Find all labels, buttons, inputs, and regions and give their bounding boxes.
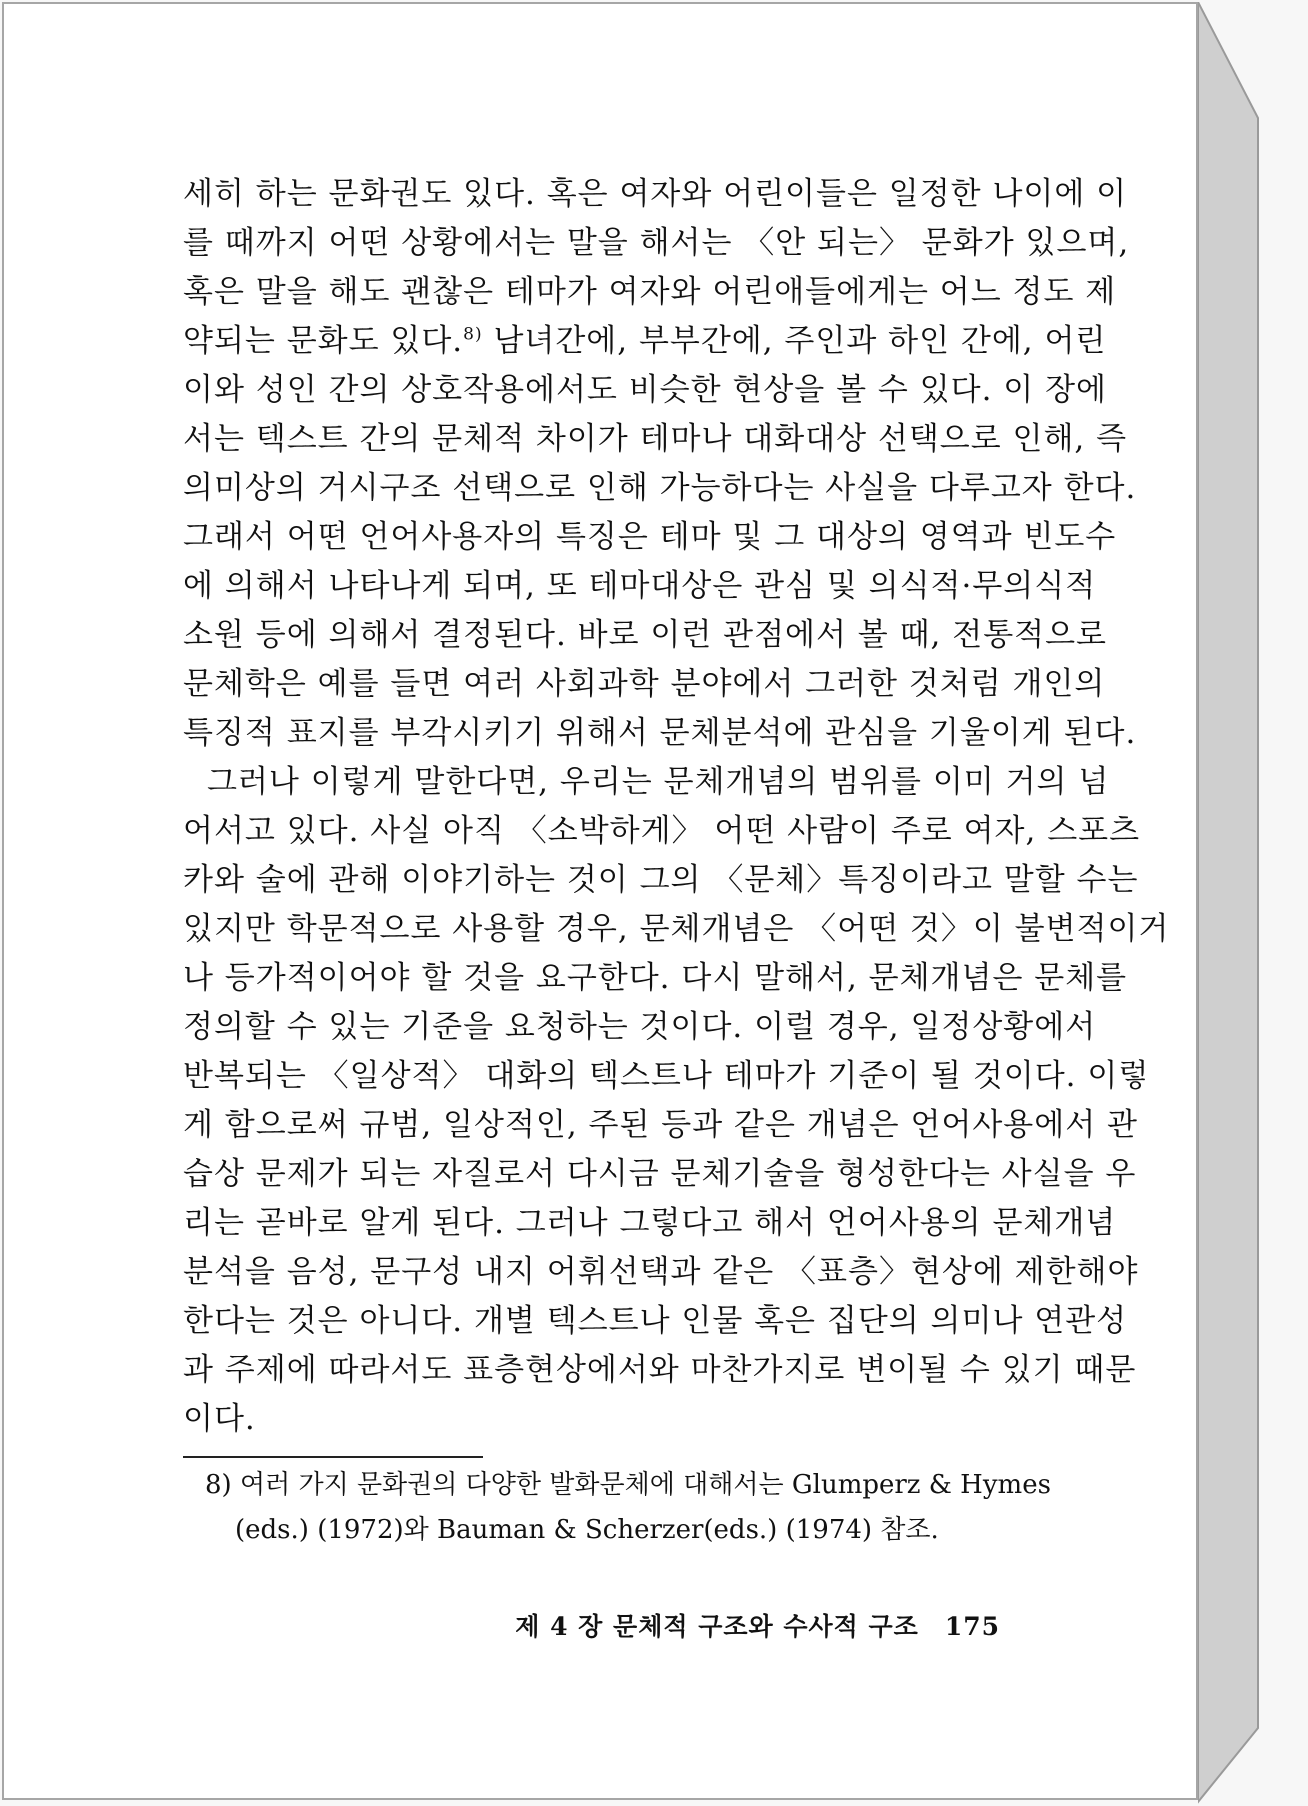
body-line-segment: 남녀간에, 부부간에, 주인과 하인 간에, 어린 <box>493 323 1107 359</box>
body-line: 정의할 수 있는 기준을 요청하는 것이다. 이럴 경우, 일정상황에서 <box>183 1009 1097 1045</box>
footnote-line: 8) 여러 가지 문화권의 다양한 발화문체에 대해서는 Glumperz & Hymes <box>205 1470 1051 1500</box>
body-line: 를 때까지 어떤 상황에서는 말을 해서는 〈안 되는〉 문화가 있으며, <box>183 225 1130 261</box>
body-line: 혹은 말을 해도 괜찮은 테마가 여자와 어린애들에게는 어느 정도 제 <box>183 274 1117 310</box>
chapter-title: 제 4 장 문체적 구조와 수사적 구조 <box>515 1612 919 1641</box>
footnote-divider <box>183 1456 483 1458</box>
page-stack-edge-shape <box>1198 2 1306 1806</box>
body-line: 이다. <box>183 1401 256 1437</box>
body-line: 세히 하는 문화권도 있다. 혹은 여자와 어린이들은 일정한 나이에 이 <box>183 176 1128 212</box>
body-line: 그래서 어떤 언어사용자의 특징은 테마 및 그 대상의 영역과 빈도수 <box>183 519 1117 555</box>
body-line-with-footnote-ref <box>183 317 1107 366</box>
body-line-segment: 약되는 문화도 있다. <box>183 323 464 359</box>
page-number: 175 <box>944 1612 1000 1641</box>
body-line: 문체학은 예를 들면 여러 사회과학 분야에서 그러한 것처럼 개인의 <box>183 666 1106 702</box>
body-line: 소원 등에 의해서 결정된다. 바로 이런 관점에서 볼 때, 전통적으로 <box>183 617 1107 653</box>
body-line: 반복되는 〈일상적〉 대화의 텍스트나 테마가 기준이 될 것이다. 이렇 <box>183 1058 1150 1094</box>
footnote-line: (eds.) (1972)와 Bauman & Scherzer(eds.) (1974) 참조. <box>235 1515 939 1545</box>
body-line: 리는 곧바로 알게 된다. 그러나 그렇다고 해서 언어사용의 문체개념 <box>183 1205 1117 1241</box>
body-line: 게 함으로써 규범, 일상적인, 주된 등과 같은 개념은 언어사용에서 관 <box>183 1107 1138 1143</box>
body-line: 에 의해서 나타나게 되며, 또 테마대상은 관심 및 의식적·무의식적 <box>183 568 1097 604</box>
body-line: 그러나 이렇게 말한다면, 우리는 문체개념의 범위를 이미 거의 넘 <box>207 764 1110 800</box>
body-line: 이와 성인 간의 상호작용에서도 비슷한 현상을 볼 수 있다. 이 장에 <box>183 372 1107 408</box>
running-footer <box>515 1607 1000 1643</box>
body-line: 습상 문제가 되는 자질로서 다시금 문체기술을 형성한다는 사실을 우 <box>183 1156 1137 1192</box>
footnote <box>205 1463 1051 1553</box>
body-line: 의미상의 거시구조 선택으로 인해 가능하다는 사실을 다루고자 한다. <box>183 470 1137 506</box>
body-text <box>183 170 1170 1444</box>
body-line: 한다는 것은 아니다. 개별 텍스트나 인물 혹은 집단의 의미나 연관성 <box>183 1303 1128 1339</box>
body-line: 카와 술에 관해 이야기하는 것이 그의 〈문체〉특징이라고 말할 수는 <box>183 862 1139 898</box>
body-line: 특징적 표지를 부각시키기 위해서 문체분석에 관심을 기울이게 된다. <box>183 715 1137 751</box>
footnote-ref[interactable]: 8) <box>463 324 483 345</box>
body-line: 분석을 음성, 문구성 내지 어휘선택과 같은 〈표층〉현상에 제한해야 <box>183 1254 1139 1290</box>
body-line: 있지만 학문적으로 사용할 경우, 문체개념은 〈어떤 것〉이 불변적이거 <box>183 911 1170 947</box>
body-line: 서는 텍스트 간의 문체적 차이가 테마나 대화대상 선택으로 인해, 즉 <box>183 421 1128 457</box>
body-line: 과 주제에 따라서도 표층현상에서와 마찬가지로 변이될 수 있기 때문 <box>183 1352 1137 1388</box>
body-line: 어서고 있다. 사실 아직 〈소박하게〉 어떤 사람이 주로 여자, 스포츠 <box>183 813 1141 849</box>
body-line: 나 등가적이어야 할 것을 요구한다. 다시 말해서, 문체개념은 문체를 <box>183 960 1128 996</box>
